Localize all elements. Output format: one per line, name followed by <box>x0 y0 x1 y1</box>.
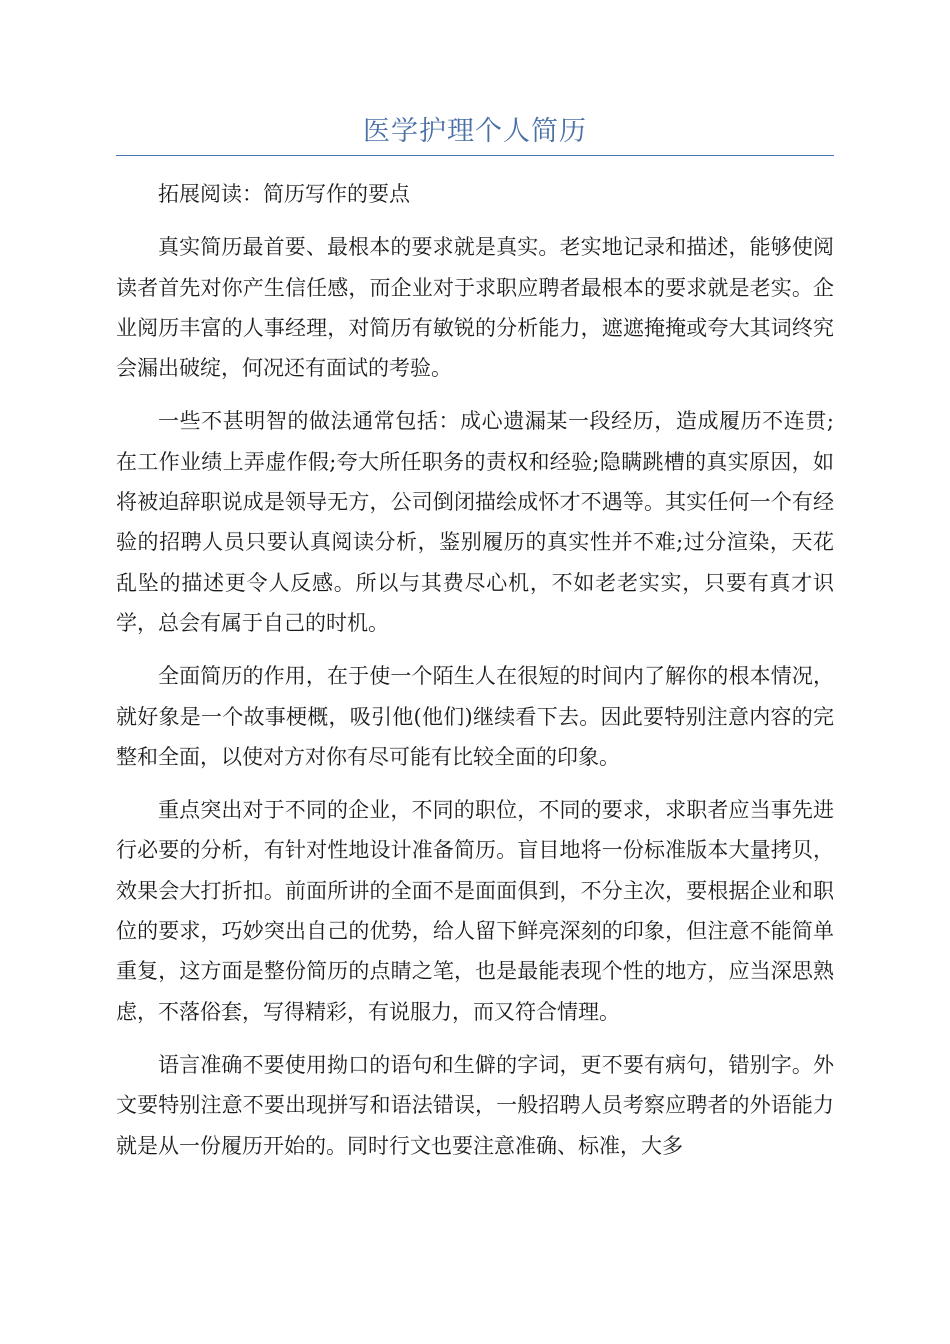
document-body <box>116 174 834 1179</box>
paragraph-unwise-practices: 一些不甚明智的做法通常包括：成心遗漏某一段经历，造成履历不连贯;在工作业绩上弄虚作假;夸大所任职务的责权和经验;隐瞒跳槽的真实原因，如将被迫辞职说成是领导无方，公司倒闭描绘成怀才不遇等。其实任何一个有经验的招聘人员只要认真阅读分析，鉴别履历的真实性并不难;过分渲染，天花乱坠的描述更令人反感。所以与其费尽心机，不如老老实实，只要有真才识学，总会有属于自己的时机。 <box>116 409 834 635</box>
paragraph-language-accuracy: 语言准确不要使用拗口的语句和生僻的字词，更不要有病句，错别字。外文要特别注意不要出现拼写和语法错误，一般招聘人员考察应聘者的外语能力就是从一份履历开始的。同时行文也要注意准确、标准，大多 <box>116 1052 834 1158</box>
page-title: 医学护理个人简历 <box>363 116 587 147</box>
title-underline <box>116 155 834 156</box>
paragraph-completeness: 全面简历的作用，在于使一个陌生人在很短的时间内了解你的根本情况，就好象是一个故事梗概，吸引他(他们)继续看下去。因此要特别注意内容的完整和全面，以使对方对你有尽可能有比较全面的印象。 <box>116 664 834 769</box>
paragraph-highlights: 重点突出对于不同的企业，不同的职位，不同的要求，求职者应当事先进行必要的分析，有针对性地设计准备简历。盲目地将一份标准版本大量拷贝，效果会大打折扣。前面所讲的全面不是面面俱到，不分主次，要根据企业和职位的要求，巧妙突出自己的优势，给人留下鲜亮深刻的印象，但注意不能简单重复，这方面是整份简历的点睛之笔，也是最能表现个性的地方，应当深思熟虑，不落俗套，写得精彩，有说服力，而又符合情理。 <box>116 798 834 1024</box>
paragraph-authenticity: 真实简历最首要、最根本的要求就是真实。老实地记录和描述，能够使阅读者首先对你产生信任感，而企业对于求职应聘者最根本的要求就是老实。企业阅历丰富的人事经理，对简历有敏锐的分析能力，遮遮掩掩或夸大其词终究会漏出破绽，何况还有面试的考验。 <box>116 235 834 381</box>
paragraph-extended-reading: 拓展阅读：简历写作的要点 <box>158 182 410 206</box>
